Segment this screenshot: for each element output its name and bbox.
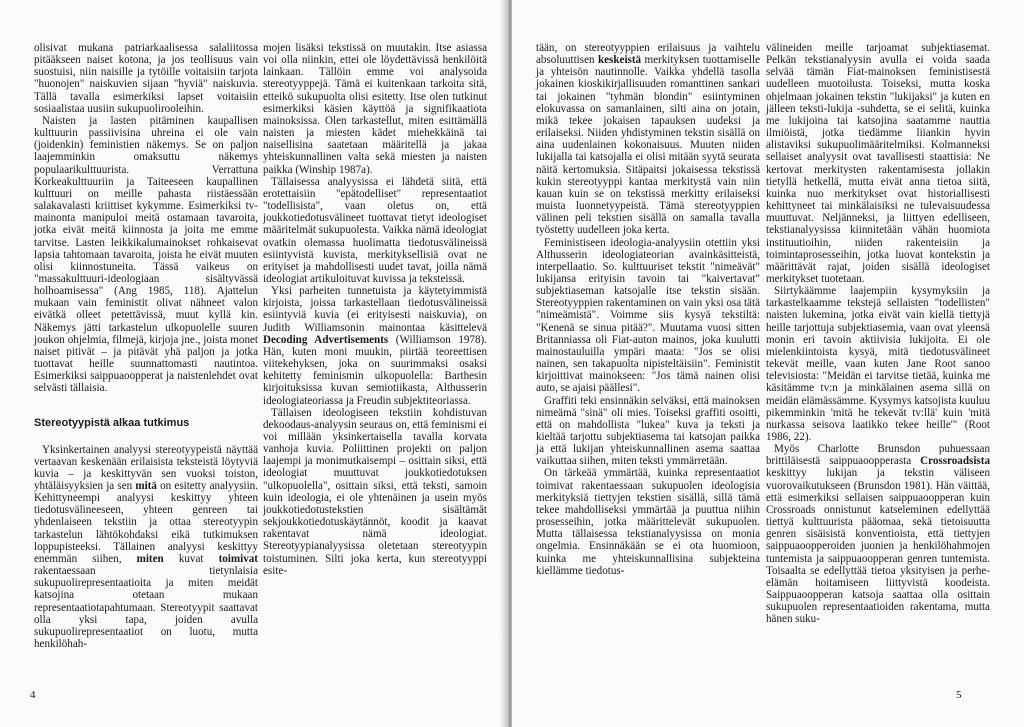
page-number-right: 5 xyxy=(956,689,962,701)
left-page-column-2 xyxy=(263,42,487,577)
paragraph: Naisten ja lasten pitäminen kaupallisen kulttuurin passiivisina uhreina ei ole vain (joidenkin) feministien näkemys. Se on paljon laajemminkin omaksuttu näkemys populaarikulttuurista. Verrattuna Korkeakulttuuriin ja Taiteeseen kaupallinen kulttuuri on meille pahasta riistäessään salakavalasti kriittiset kykymme. Esimerkiksi tv-mainonta manipuloi meitä ostamaan tavaroita, jotka eivät meitä kiinnosta ja joita me emme tarvitse. Lasten leikkikalumainokset rohkaisevat lapsia tahtomaan tavaroita, joista he eivät muuten olisi kiinnostuneita. Tässä vaikeus on "massakulttuuri-ideologiaan sisältyvässä holhoamisessa" (Ang 1985, 118). Ajattelun mukaan vain feministit olivat nähneet valon eivätkä olleet petettävissä, muut kyllä kin. Näkemys jätti tarkastelun ulkopuolelle suuren joukon ohjelmia, filmejä, kirjoja jne., joista monet naiset pitivät – ja pitävät yhä paljon ja jotka tuottavat heille suunnattomasti nautintoa. Esimerkiksi saippuaoopperat ja naistenlehdet ovat selvästi tällaisia. xyxy=(34,114,258,395)
page-number-left: 4 xyxy=(30,689,36,701)
paragraph: välineiden meille tarjoamat subjektiasemat. Pelkän tekstianalyysin avulla ei voida saada selvää tämän Fiat-mainoksen feministisestä uudelleen muotoilusta. Toiseksi, mutta koska ohjelmaan jokainen tekstin "lukijaksi" ja kuten en jälleen teksti-lukija -suhdetta, se ei selitä, kuinka me lukijoina tai katsojina saatamme nauttia ilmiöistä, jotka tiedämme liiankin hyvin alistaviksi sukupuolimääritelmiksi. Kolmanneksi sellaiset analyysit ovat tavallisesti staattisia: Ne kertovat merkitysten rakentamisesta jollakin tietyllä hetkellä, mutta eivät anna tietoa siitä, kuinka nuo merkitykset ovat historiallisesti kehittyneet tai minkälaisiksi ne tulevaisuudessa muuttuvat. Neljänneksi, ja liittyen edelliseen, tekstianalyysissa kiinnitetään vähän huomiota instituutioihin, niiden rakenteisiin ja toimintaprosesseihin, jotka luovat kontekstin ja määrittävät rajat, joiden sisällä ideologiset merkitykset tuotetaan. xyxy=(766,42,990,285)
paragraph: Yksinkertainen analyysi stereotyypeistä näyttää vertaavan keskenään erilaisista teksteistä löytyviä kuvia – ja keskittyvän sen vuoksi toiston, yhtäläisyyksien ja sen mitä on esitetty analyysiin. Kehittyneempi analyysi keskittyy yhteen tiedotusvälineeseen, yhteen genreen tai yhdenlaiseen tekstiin ja ottaa stereotyypin tarkastelun lähtökohdaksi eikä tutkimuksen loppupisteeksi. Tällainen analyysi keskittyy enemmän siihen, miten kuvat toimivat rakentaessaan tietynlaisia sukupuolirepresentaatioita ja miten meidät katsojina otetaan mukaan representaatiotapahtumaan. Stereotyypit saattavat olla yksi tapa, joiden avulla sukupuolirepresentaatiot on luotu, mutta henkilöhah- xyxy=(34,443,258,651)
right-page-column-2 xyxy=(766,42,990,626)
paragraph: Yksi parheiten tunnetuista ja käytetyimmistä kirjoista, joissa tarkastellaan tiedotusvälineissä esiintyviä kuvia (ei erityisesti naiskuvia), on Judith Williamsonin mainontaa käsittelevä Decoding Advertisements (Williamson 1978). Hän, kuten moni muukin, piirtää teoreettisen viitekehyksen, joka on suurimmaksi osaksi kehitetty feminismin ulkopuolella: Barthesin kirjoituksissa kuvan semiotiikasta, Althusserin ideologiateoriassa ja Freudin subjektiteoriassa. xyxy=(263,285,487,407)
paragraph: tään, on stereotyyppien erilaisuus ja vaihtelu absoluuttisen keskeistä merkityksen tuottamiselle ja yhteisön nautinnolle. Vaikka yhdellä tasolla jokainen kioskikirjallisuuden romanttinen sankari tai jokainen "tyhmän blondin" esiintyminen elokuvassa on samanlainen, silti aina on jotain, mikä tekee jokaisen tapauksen uudeksi ja erilaiseksi. Niiden yhdistyminen tekstin sisällä on aina uudenlainen kokonaisuus. Muuten niiden lukijalla tai katsojalla ei olisi mitään syytä seurata näitä kertomuksia. Sitäpaitsi jokaisessa tekstissä kukin stereotyyppi kantaa merkitystä vain niin kauan kuin se on tekstissä merkitty erilaiseksi muista luonnetyypeistä. Tämä stereotyyppien välinen peli tekstien sisällä on samalla tavalla työstetty uudelleen joka kerta. xyxy=(536,42,760,237)
paragraph: mojen lisäksi tekstissä on muutakin. Itse asiassa voi olla niinkin, ettei ole löydettävissä henkilöitä lainkaan. Tällöin emme voi analysoida stereotyyppejä. Tämä ei kuitenkaan tarkoita sitä, etteikö sukupuolta olisi esitetty. Itse olen tutkinut esimerkiksi käsien käyttöä ja signifikaatiota mainoksissa. Olen tarkastellut, miten esittämällä naisten ja miesten kädet miehekkäinä tai naisellisina saatetaan määritellä ja jakaa yhteiskunnallinen valta sekä miesten ja naisten paikka (Winship 1987a). xyxy=(263,42,487,176)
left-page xyxy=(0,0,506,727)
paragraph: olisivat mukana patriarkaalisessa salaliitossa pitääkseen naiset kotona, ja jos teollisuus vain suostuisi, niin naisille ja tytöille voitaisiin tarjota "huonojen" naiskuvien sijaan "hyviä" naiskuvia. Tällä tavalla esimerkiksi lapset voitaisiin sosiaalistaa uusiin sukupuolirooleihin. xyxy=(34,42,258,115)
right-page-column-1 xyxy=(536,42,760,577)
paragraph: Tällaisen ideologiseen tekstiin kohdistuvan dekoodaus-analyysin seuraus on, että feminismi ei voi millään yksinkertaisella tavalla korvata vanhoja kuvia. Poliittinen projekti on paljon laajempi ja monimutkaisempi – osittain siksi, että ideologiat muuttuvat joukkotiedotuksen "ulkopuolella", osittain siksi, että teksti, samoin kuin ideologia, ei ole yhtenäinen ja usein myös joukkotiedotustekstien sisältämät sekjoukkotiedotuskäytännöt, koodit ja kaavat rakentavat nämä ideologiat. Stereotyypianalyysissa oletetaan stereotyypin toistuminen. Silti joka kerta, kun stereotyyppi esite- xyxy=(263,406,487,577)
left-page-column-1 xyxy=(34,42,258,650)
paragraph: Tällaisessa analyysissa ei lähdetä siitä, että erotettaisiin "epätodelliset" representaatiot "todellisista", vaan oletus on, että joukkotiedotusvälineet tuottavat tietyt ideologiset määritelmät sukupuolesta. Vaikka nämä ideologiat ovatkin olemassa huolimatta tiedotusvälineissä esiintyvistä kuvista, merkityksellisiä ovat ne erityiset ja mahdollisesti uudet tavat, joilla nämä ideologiat artikuloituvat kuvissa ja teksteissä. xyxy=(263,175,487,285)
paragraph: Graffiti teki ensinnäkin selväksi, että mainoksen nimeämä "sinä" oli mies. Toiseksi graffiti osoitti, että on mahdollista "lukea" kuva ja teksti ja kieltää tarjottu subjektiasema tai katsojan paikka ja että lukijan yhteiskunnallinen asema saattaa vaikuttaa siihen, miten teksti ymmärretään. xyxy=(536,394,760,468)
section-heading: Stereotyypistä alkaa tutkimus xyxy=(34,416,190,429)
paragraph: Myös Charlotte Brunsdon puhuessaan brittiläisestä saippuaoopperasta Crossroadsista keskittyy lukijan ja tekstin väliseen vuorovaikutukseen (Brunsdon 1981). Hän väittää, että esimerkiksi sellaisen saippuaoopperan kuin Crossroads onnistunut katseleminen edellyttää tiettyä kulttuurista pääomaa, sekä tietoisuutta genren sisäisistä konventioista, että tiettyjen saippuaoopperoiden juonien ja henkilöhahmojen tuntemista ja saippuaoopperan genren tuntemista. Toisaalta se edellyttää tietoa yksityisen ja perhe-elämän hoitamiseen liittyvistä koodeista. Saippuaoopperan katsoja saattaa olla osittain sukupuolen representaatioiden rakentama, mutta hänen suku- xyxy=(766,443,990,626)
paragraph: Siirtykäämme laajempiin kysymyksiin ja tarkastelkaamme tekstejä sellaisten "todellisten" naisten lukemina, jotka eivät vain kiellä tiettyjä heille tarjottuja subjektiasemia, vaan ovat yleensä monin eri tavoin aktiivisia lukijoita. Ei ole mielenkiintoista kysyä, mitä tiedotusvälineet tekevät meille, vaan kuten Jane Root sanoo televisiosta: "Meidän ei tarvitse tietää, kuinka me käsitämme tv:n ja minkälainen asema sillä on meidän elämässämme. Kysymys katsojista kuuluu pikemminkin 'mitä he tekevät tv:llä' kuin 'mitä nurkassa seisova laatikko tekee heille'" (Root 1986, 22). xyxy=(766,285,990,443)
paragraph: On tärkeää ymmärtää, kuinka representaatiot toimivat rakentaessaan sukupuolen ideologisia merkityksiä tiettyjen tekstien sisällä, sillä tämä tekee mahdolliseksi ymmärtää ja puuttua niihin prosesseihin, jotka määrittelevät sukupuolen. Mutta tällaisessa tekstianalyysissa on monia ongelmia. Ensinnäkään se ei ota huomioon, kuinka me yhteiskunnallisina subjekteina kiellämme tiedotus- xyxy=(536,467,760,577)
paragraph: Feministiseen ideologia-analyysiin otettiin yksi Althusserin ideologiateorian avainkäsitteistä, interpellaatio. So. kulttuuriset tekstit "nimeävät" lukijansa erityisin tavoin tai "kaivertavat" subjektiaseman katsojalle itse tekstin sisään. Stereotyyppien rakentaminen on vain yksi osa tätä "nimeämistä". Voimme siis kysyä tekstiltä: "Kenenä se sinua pitää?". Muutama vuosi sitten Britanniassa oli Fiat-auton mainos, joka kuulutti mainostauluilla ympäri maata: "Jos se olisi nainen, sen takapuolta nipisteltäisiin". Feministit kirjoittivat mainokseen: "Jos tämä nainen olisi auto, se ajaisi päällesi". xyxy=(536,236,760,395)
right-page xyxy=(512,0,1024,727)
